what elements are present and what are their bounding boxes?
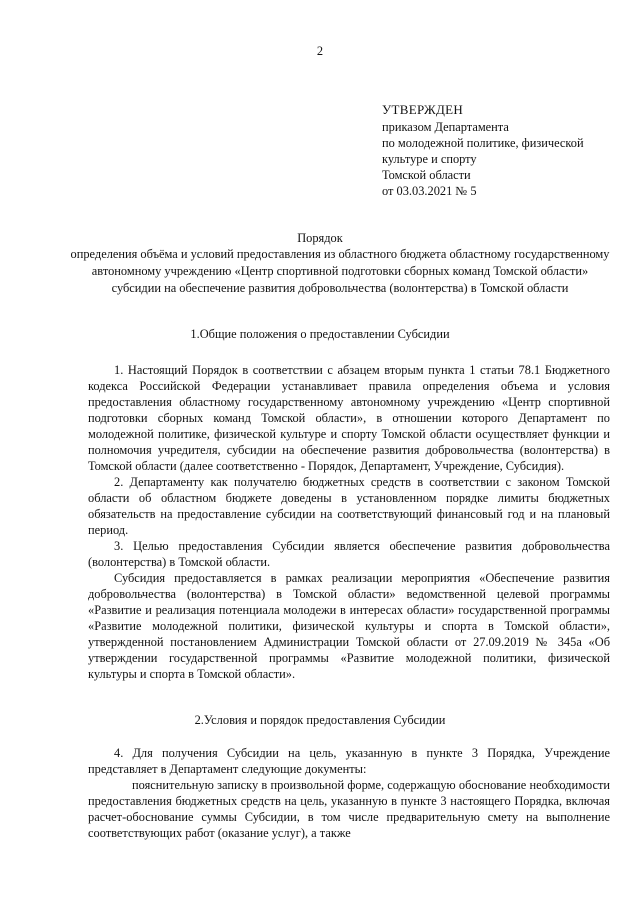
paragraph: Субсидия предоставляется в рамках реализации мероприятия «Обеспечение развития добровольчества (волонтерства) в Томской области» ведомственной целевой программы «Развитие и реализация потенциала молодежи в интересах области» государственной программы «Развитие молодежной политики, физической культуры и спорта в Томской области», утвержденной постановлением Администрации Томской области от 27.09.2019 № 345а «Об утверждении государственной программы «Развитие молодежной политики, физической культуры и спорта в Томской области».	[88, 571, 610, 681]
approval-heading: УТВЕРЖДЕН	[382, 102, 464, 117]
document-title: Порядок	[297, 231, 343, 245]
paragraph: 3. Целью предоставления Субсидии является обеспечение развития добровольчества (волонтерства) в Томской области.	[88, 539, 610, 569]
section-1-heading: 1.Общие положения о предоставлении Субсидии	[190, 327, 450, 341]
section-1-body	[88, 362, 610, 682]
section-2-heading: 2.Условия и порядок предоставления Субсидии	[194, 713, 446, 727]
paragraph: 4. Для получения Субсидии на цель, указанную в пункте 3 Порядка, Учреждение представляет в Департамент следующие документы:	[88, 746, 610, 776]
document-subtitle: определения объёма и условий предоставления из областного бюджета областному государственному автономному учреждению «Центр спортивной подготовки сборных команд Томской области» субсидии на обеспечение развития добровольчества (волонтерства) в Томской области	[70, 247, 610, 295]
approval-line: приказом Департамента	[382, 120, 509, 134]
paragraph: пояснительную записку в произвольной форме, содержащую обоснование необходимости предоставления бюджетных средств на цель, указанную в пункте 3 настоящего Порядка, включая расчет-обоснование суммы Субсидии, в том числе предварительную смету на выполнение соответствующих работ (оказание услуг), а также	[88, 778, 610, 840]
section-2-body	[88, 745, 610, 841]
approval-line: Томской области	[382, 168, 471, 182]
page-number: 2	[316, 44, 324, 58]
paragraph: 2. Департаменту как получателю бюджетных средств в соответствии с законом Томской области об областном бюджете доведены в установленном порядке лимиты бюджетных обязательств на предоставление субсидии на соответствующий финансовый год и на плановый период.	[88, 475, 610, 537]
approval-line: по молодежной политике, физической	[382, 136, 584, 150]
approval-line: культуре и спорту	[382, 152, 477, 166]
paragraph: 1. Настоящий Порядок в соответствии с абзацем вторым пункта 1 статьи 78.1 Бюджетного кодекса Российской Федерации устанавливает правила определения объема и условия предоставления областному государственному автономному учреждению «Центр спортивной подготовки сборных команд Томской области», в отношении которого Департамент по молодежной политике, физической культуре и спорту Томской области осуществляет функции и полномочия учредителя, субсидии на обеспечение развития добровольчества (волонтерства) в Томской области (далее соответственно - Порядок, Департамент, Учреждение, Субсидия).	[88, 363, 610, 473]
approval-block	[382, 102, 632, 199]
approval-line: от 03.03.2021 № 5	[382, 184, 477, 198]
